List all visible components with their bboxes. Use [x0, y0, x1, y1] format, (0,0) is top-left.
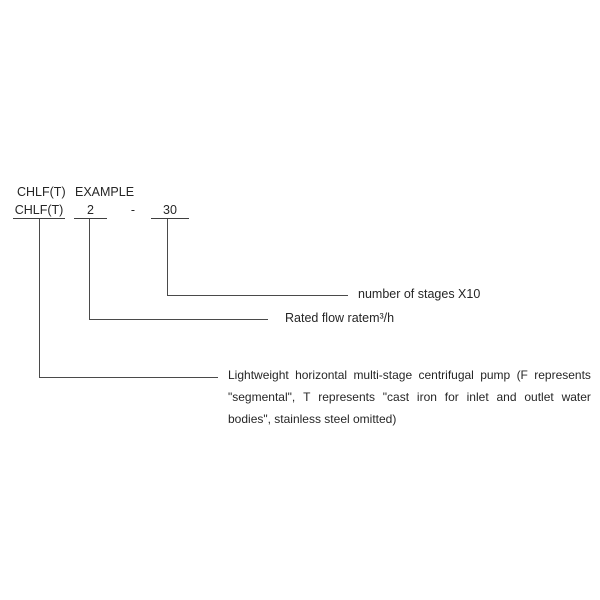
header-model-label: CHLF(T) — [17, 185, 66, 199]
flow-annotation: Rated flow ratem³/h — [285, 311, 395, 325]
code-separator-dash: - — [130, 203, 136, 217]
stages-annotation: number of stages X10 — [358, 287, 481, 301]
connector-flow-horizontal — [89, 319, 268, 320]
model-annotation-line-3: bodies", stainless steel omitted) — [228, 412, 397, 426]
code-segment-stages: 30 — [151, 203, 189, 219]
header-example-label: EXAMPLE — [75, 185, 135, 199]
connector-stages-vertical — [167, 219, 168, 296]
model-annotation-line-1: Lightweight horizontal multi-stage centrifugal pump (F represents — [228, 368, 591, 382]
connector-flow-vertical — [89, 219, 90, 320]
code-segment-model: CHLF(T) — [14, 203, 64, 217]
connector-model-vertical — [39, 219, 40, 377]
model-annotation-line-2: "segmental", T represents "cast iron for inlet and outlet water — [228, 390, 591, 404]
code-segment-flow: 2 — [74, 203, 107, 219]
model-annotation — [228, 364, 591, 430]
connector-model-horizontal — [39, 377, 218, 378]
connector-stages-horizontal — [167, 295, 348, 296]
